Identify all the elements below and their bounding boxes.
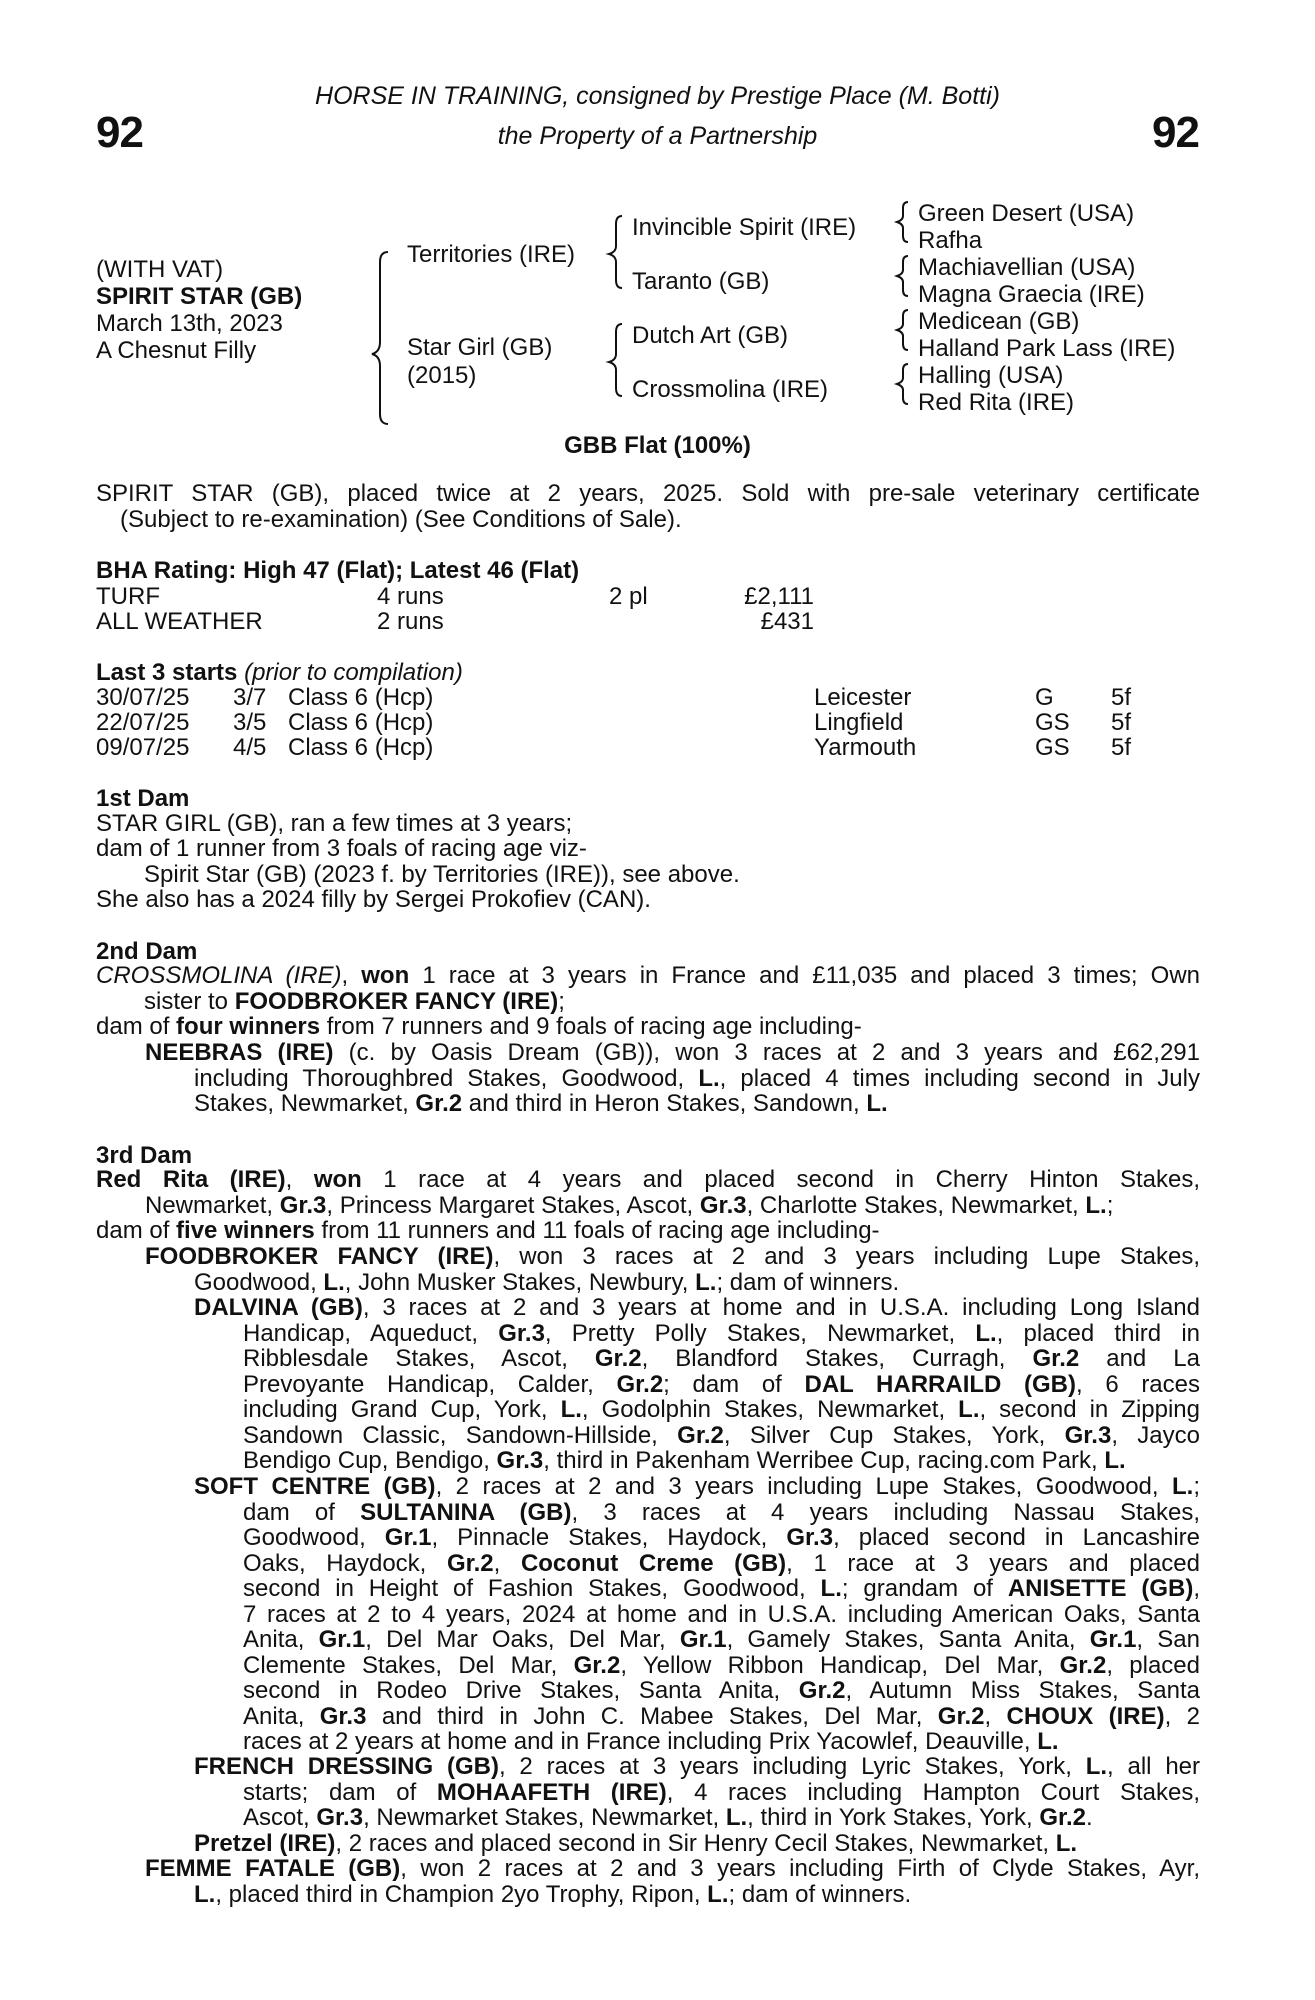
race-summary (96, 481, 1200, 532)
para-line (194, 1448, 1200, 1474)
text-run: second in Rodeo Drive Stakes, Santa Anita, (243, 1677, 799, 1704)
produce-entry (145, 1040, 1200, 1117)
para-line (194, 1525, 1200, 1551)
race-grade: L. (975, 1319, 997, 1347)
great-grandparent: Magna Graecia (IRE) (918, 281, 1145, 308)
text-run: dam of (96, 1013, 177, 1040)
text-run: Ascot, (243, 1804, 317, 1831)
text-run: from 7 runners and 9 foals of racing age including- (320, 1013, 862, 1040)
text-run: , Silver Cup Stakes, York, (723, 1421, 1065, 1449)
text-run: second in Height of Fashion Stakes, Goodwood, (243, 1575, 821, 1602)
produce-entry (194, 1474, 1200, 1755)
race-grade: Gr.2 (677, 1421, 724, 1449)
race-grade: L. (695, 1268, 717, 1296)
start-position: 4/5 (233, 734, 267, 761)
para-line (194, 1576, 1200, 1602)
second-dam-title: 2nd Dam (96, 938, 198, 965)
para-line (194, 1678, 1200, 1704)
property-header: the Property of a Partnership (497, 122, 818, 150)
lot-number-left: 92 (96, 108, 143, 157)
text-run: ; (1193, 1473, 1201, 1500)
race-grade: L. (958, 1396, 980, 1423)
brace-gg3 (897, 310, 908, 350)
text-run: 1 race at 3 years in France and £11,035 and placed 3 times; Own (409, 962, 1201, 989)
dam-year: (2015) (407, 362, 477, 389)
text-run: , third in Pakenham Werribee Cup, racing.com Park, (543, 1447, 1105, 1474)
horse-description: A Chesnut Filly (96, 337, 257, 364)
lot-number-right: 92 (1152, 108, 1199, 157)
race-grade: L. (707, 1880, 729, 1908)
produce-entry (194, 1295, 1200, 1474)
text-run: , (984, 1702, 1007, 1730)
text-run: ; (1106, 1191, 1114, 1219)
won-label: won (361, 962, 410, 989)
text-run: 7 races at 2 to 4 years, 2024 at home and in U.S.A. including American Oaks, Santa (243, 1600, 1200, 1628)
produce-entry (145, 1856, 1200, 1907)
text-run: Goodwood, (194, 1268, 324, 1296)
bha-rating-title: BHA Rating: High 47 (Flat); Latest 46 (Flat) (96, 557, 580, 584)
race-grade: L. (698, 1064, 720, 1092)
race-grade: Gr.2 (1032, 1345, 1080, 1372)
race-grade: Gr.2 (616, 1370, 664, 1398)
text-run: races at 2 years at home and in France including Prix Yacowlef, Deauville, (243, 1728, 1038, 1755)
brace-gg4 (897, 364, 908, 404)
text-run: , Godolphin Stakes, Newmarket, (581, 1396, 959, 1423)
text-run: Clemente Stakes, Del Mar, (243, 1651, 574, 1679)
text-run: , Newmarket Stakes, Newmarket, (363, 1804, 726, 1831)
text-run: ; grandam of (841, 1575, 1008, 1602)
start-course: Leicester (814, 684, 912, 711)
para-line (145, 1040, 1200, 1066)
text-run: , placed third in (996, 1319, 1200, 1347)
para-line (194, 1729, 1200, 1755)
para-line (194, 1805, 1200, 1831)
race-grade: Gr.1 (679, 1626, 727, 1653)
start-position: 3/5 (233, 709, 267, 736)
bha-runs: 2 runs (377, 608, 444, 635)
last-starts-heading (96, 659, 463, 687)
race-grade: Gr.2 (937, 1702, 985, 1730)
start-position: 3/7 (233, 684, 267, 711)
text-run: , San (1136, 1626, 1200, 1653)
start-date: 30/07/25 (96, 684, 190, 711)
text-run: Anita, (243, 1626, 319, 1653)
race-grade: L. (1085, 1753, 1108, 1780)
horse-name: FRENCH DRESSING (GB) (194, 1753, 499, 1780)
bha-placed: 2 pl (609, 583, 648, 610)
brace-main (372, 252, 388, 424)
brace-dam (609, 324, 622, 396)
bha-surface: ALL WEATHER (96, 608, 263, 635)
para-line (96, 1193, 1200, 1219)
race-grade: L. (1104, 1447, 1126, 1474)
race-grade: Gr.2 (1059, 1651, 1107, 1679)
para-line (194, 1346, 1200, 1372)
bha-earnings: £2,111 (744, 583, 814, 610)
race-grade: Gr.1 (1089, 1626, 1137, 1653)
para-line (194, 1321, 1200, 1347)
text-run: Handicap, Aqueduct, (243, 1319, 499, 1347)
great-grandparent: Medicean (GB) (918, 308, 1080, 335)
race-grade: L. (1055, 1830, 1078, 1857)
text-run: and third in John C. Mabee Stakes, Del Mar, (366, 1702, 938, 1730)
horse-dob: March 13th, 2023 (96, 310, 283, 337)
grandsire-maternal: Dutch Art (GB) (632, 322, 789, 349)
text-run: , 3 races at 4 years including Nassau Stakes, (571, 1498, 1200, 1526)
horse-name: FOODBROKER FANCY (IRE) (234, 987, 559, 1015)
para-line (194, 1653, 1200, 1679)
sire: Territories (IRE) (407, 241, 576, 268)
para-line (145, 1091, 1200, 1117)
horse-name: CROSSMOLINA (IRE) (96, 962, 342, 989)
text-run: , won 2 races at 2 and 3 years including Firth of Clyde Stakes, Ayr, (400, 1855, 1200, 1882)
text-run: , placed (1106, 1651, 1200, 1679)
start-date: 22/07/25 (96, 709, 190, 736)
horse-name: Coconut Creme (GB) (520, 1549, 787, 1577)
start-distance: 5f (1111, 709, 1132, 736)
vat-note: (WITH VAT) (96, 256, 224, 283)
para-line (145, 1066, 1200, 1092)
summary-line: (Subject to re-examination) (See Conditions of Sale). (120, 505, 682, 533)
para-line (194, 1397, 1200, 1423)
text-run: dam of (96, 1217, 177, 1244)
race-grade: Gr.3 (1064, 1421, 1112, 1449)
text-run: (c. by Oasis Dream (GB)), won 3 races at 2 and 3 years and £62,291 (333, 1039, 1200, 1066)
text-run: , Charlotte Stakes, Newmarket, (746, 1191, 1086, 1219)
para-line (96, 1218, 1200, 1244)
horse-name: SPIRIT STAR (GB) (96, 283, 303, 310)
text-run: , 2 races at 2 and 3 years including Lupe Stakes, Goodwood, (435, 1473, 1173, 1500)
produce-entry (145, 1244, 1200, 1295)
first-dam-line: She also has a 2024 filly by Sergei Prokofiev (CAN). (96, 886, 651, 913)
horse-name: DAL HARRAILD (GB) (804, 1370, 1076, 1398)
race-grade: Gr.3 (316, 1804, 364, 1831)
start-distance: 5f (1111, 684, 1132, 711)
race-grade: Gr.3 (496, 1447, 544, 1474)
para-line (145, 1270, 1200, 1296)
last-starts-subtitle: (prior to compilation) (244, 659, 463, 686)
text-run: , Gamely Stakes, Santa Anita, (726, 1626, 1090, 1653)
race-grade: L. (866, 1090, 888, 1117)
text-run: , placed 4 times including second in July (719, 1064, 1200, 1092)
text-run: , placed second in Lancashire (833, 1524, 1201, 1551)
third-dam-title: 3rd Dam (96, 1142, 193, 1169)
para-line (145, 1882, 1200, 1908)
text-run: , third in York Stakes, York, (747, 1804, 1040, 1831)
text-run: ; dam of winners. (728, 1880, 912, 1908)
race-grade: Gr.2 (446, 1549, 494, 1577)
start-class: Class 6 (Hcp) (288, 684, 434, 711)
text-run: including Thoroughbred Stakes, Goodwood, (194, 1064, 699, 1092)
won-label: won (313, 1166, 362, 1193)
bha-surface: TURF (96, 583, 160, 610)
great-grandparent: Halling (USA) (918, 362, 1064, 389)
text-run: Oaks, Haydock, (243, 1549, 447, 1577)
last-starts-title: Last 3 starts (96, 659, 238, 686)
consignment-header: HORSE IN TRAINING, consigned by Prestige Place (M. Botti) (315, 82, 1000, 110)
race-grade: Gr.1 (384, 1524, 432, 1551)
brace-gg1 (897, 202, 908, 242)
brace-gg2 (897, 256, 908, 296)
grandsire-paternal: Invincible Spirit (IRE) (632, 214, 857, 241)
brace-sire (609, 216, 622, 288)
text-run: , 3 races at 2 and 3 years at home and in U.S.A. including Long Island (362, 1294, 1200, 1321)
text-run: Stakes, Newmarket, (194, 1090, 416, 1117)
horse-name: five winners (176, 1217, 315, 1244)
first-dam-line: STAR GIRL (GB), ran a few times at 3 years; (96, 810, 573, 837)
granddam-paternal: Taranto (GB) (632, 268, 770, 295)
dam: Star Girl (GB) (407, 334, 553, 361)
text-run: , Jayco (1111, 1421, 1200, 1449)
race-grade: L. (1172, 1473, 1194, 1500)
race-grade: Gr.2 (415, 1090, 463, 1117)
first-dam-line: dam of 1 runner from 3 foals of racing age viz- (96, 835, 587, 862)
horse-name: Pretzel (IRE) (194, 1830, 336, 1857)
text-run: ; dam of (663, 1370, 805, 1398)
great-grandparent: Machiavellian (USA) (918, 254, 1136, 281)
produce-entry (194, 1754, 1200, 1831)
second-dam-entry (96, 963, 1200, 1040)
granddam-maternal: Crossmolina (IRE) (632, 376, 829, 403)
race-grade: Gr.3 (786, 1524, 834, 1551)
text-run: , placed third in Champion 2yo Trophy, Ripon, (215, 1880, 708, 1908)
race-grade: Gr.1 (318, 1626, 366, 1653)
text-run: Sandown Classic, Sandown-Hillside, (243, 1421, 678, 1449)
great-grandparent: Rafha (918, 227, 983, 254)
text-run: , 2 (1164, 1702, 1200, 1730)
text-run: including Grand Cup, York, (243, 1396, 561, 1423)
third-dam-entry (96, 1167, 1200, 1244)
para-line (194, 1551, 1200, 1577)
gbb-status: GBB Flat (100%) (564, 432, 751, 459)
text-run: and La (1079, 1345, 1201, 1372)
para-line: CROSSMOLINA (IRE), won 1 race at 3 years in France and £11,035 and placed 3 times; Own (96, 962, 1201, 989)
race-grade: L. (323, 1268, 345, 1296)
para-line (96, 1014, 1200, 1040)
text-run: , all her (1107, 1753, 1201, 1780)
race-grade: Gr.2 (594, 1345, 642, 1372)
race-grade: Gr.2 (798, 1677, 846, 1704)
text-run: , Pinnacle Stakes, Haydock, (431, 1524, 787, 1551)
text-run: Newmarket, (145, 1191, 280, 1219)
great-grandparent: Green Desert (USA) (918, 200, 1135, 227)
text-run: , Autumn Miss Stakes, Santa (845, 1677, 1201, 1704)
start-class: Class 6 (Hcp) (288, 734, 434, 761)
first-dam-produce: Spirit Star (GB) (2023 f. by Territories (IRE)), see above. (144, 861, 740, 888)
race-grade: L. (194, 1880, 216, 1908)
horse-name: NEEBRAS (IRE) (145, 1039, 334, 1066)
start-distance: 5f (1111, 734, 1132, 761)
text-run: starts; dam of (243, 1778, 437, 1806)
bha-runs: 4 runs (377, 583, 444, 610)
para-line (194, 1754, 1200, 1780)
text-run: Bendigo Cup, Bendigo, (243, 1447, 497, 1474)
race-grade: Gr.3 (699, 1191, 747, 1219)
text-run: , second in Zipping (979, 1396, 1200, 1423)
para-line (194, 1831, 1200, 1857)
race-grade: L. (560, 1396, 582, 1423)
text-run: , 4 races including Hampton Court Stakes, (666, 1778, 1200, 1806)
start-course: Yarmouth (814, 734, 917, 761)
start-going: GS (1035, 709, 1070, 736)
race-grade: Gr.3 (279, 1191, 327, 1219)
bha-earnings: £431 (760, 608, 814, 635)
text-run: , Pretty Polly Stakes, Newmarket, (544, 1319, 976, 1347)
horse-name: Red Rita (IRE) (96, 1166, 286, 1193)
text-run: , John Musker Stakes, Newbury, (344, 1268, 696, 1296)
text-run: , Blandford Stakes, Curragh, (641, 1345, 1033, 1372)
text-run: and third in Heron Stakes, Sandown, (462, 1090, 867, 1117)
para-line (194, 1500, 1200, 1526)
horse-name: SULTANINA (GB) (360, 1498, 572, 1526)
text-run: , (1193, 1575, 1201, 1602)
winners-count: four winners (176, 1013, 321, 1040)
great-grandparent: Halland Park Lass (IRE) (918, 335, 1176, 362)
para-line (145, 1856, 1200, 1882)
para-line (194, 1627, 1200, 1653)
text-run: ; dam of winners. (716, 1268, 900, 1296)
start-date: 09/07/25 (96, 734, 190, 761)
text-run: , 2 races and placed second in Sir Henry Cecil Stakes, Newmarket, (335, 1830, 1056, 1857)
text-run: . (1086, 1804, 1093, 1831)
text-run: , 6 races (1076, 1370, 1201, 1398)
para-line (194, 1372, 1200, 1398)
text-run: , Princess Margaret Stakes, Ascot, (326, 1191, 700, 1219)
text-run: from 11 runners and 11 foals of racing age including- (314, 1217, 880, 1244)
text-run: Ribblesdale Stakes, Ascot, (243, 1345, 595, 1372)
start-course: Lingfield (814, 709, 904, 736)
text-run: sister to (144, 987, 235, 1015)
para-line (96, 989, 1200, 1015)
race-grade: Gr.2 (1039, 1804, 1087, 1831)
race-grade: Gr.3 (498, 1319, 545, 1347)
text-run: Goodwood, (243, 1524, 385, 1551)
horse-name: MOHAAFETH (IRE) (436, 1778, 667, 1806)
horse-name: DALVINA (GB) (194, 1294, 363, 1321)
start-going: GS (1035, 734, 1070, 761)
para-line: Red Rita (IRE), won 1 race at 4 years and placed second in Cherry Hinton Stakes, (96, 1166, 1200, 1193)
text-run: dam of (243, 1498, 361, 1526)
horse-name: FEMME FATALE (GB) (145, 1855, 401, 1882)
summary-line: SPIRIT STAR (GB), placed twice at 2 years, 2025. Sold with pre-sale veterinary certificate (96, 480, 1200, 507)
text-run: Anita, (243, 1702, 320, 1730)
race-grade: Gr.3 (319, 1702, 367, 1730)
first-dam-title: 1st Dam (96, 785, 190, 812)
para-line (145, 1244, 1200, 1270)
text-run: , 2 races at 3 years including Lyric Stakes, York, (498, 1753, 1086, 1780)
text-run: 1 race at 4 years and placed second in Cherry Hinton Stakes, (361, 1166, 1200, 1193)
horse-name: SOFT CENTRE (GB) (194, 1473, 436, 1500)
text-run: , 1 race at 3 years and placed (786, 1549, 1200, 1577)
text-run: ; (558, 987, 565, 1015)
text-run: Prevoyante Handicap, Calder, (243, 1370, 617, 1398)
produce-entry (194, 1831, 1200, 1857)
start-going: G (1035, 684, 1054, 711)
text-run: , (493, 1549, 521, 1577)
horse-name: CHOUX (IRE) (1006, 1702, 1165, 1730)
race-grade: L. (1037, 1728, 1059, 1755)
text-run: , won 3 races at 2 and 3 years including Lupe Stakes, (493, 1243, 1200, 1270)
great-grandparent: Red Rita (IRE) (918, 389, 1075, 416)
para-line (194, 1602, 1200, 1628)
start-class: Class 6 (Hcp) (288, 709, 434, 736)
race-grade: L. (820, 1575, 842, 1602)
para-line (194, 1704, 1200, 1730)
para-line (194, 1474, 1200, 1500)
text-run: , Yellow Ribbon Handicap, Del Mar, (620, 1651, 1060, 1679)
horse-name: ANISETTE (GB) (1007, 1575, 1194, 1602)
race-grade: L. (1085, 1191, 1107, 1219)
para-line (194, 1423, 1200, 1449)
horse-name: FOODBROKER FANCY (IRE) (145, 1243, 494, 1270)
race-grade: L. (725, 1804, 748, 1831)
para-line (194, 1295, 1200, 1321)
race-grade: Gr.2 (573, 1651, 621, 1679)
text-run: , Del Mar Oaks, Del Mar, (365, 1626, 680, 1653)
para-line (194, 1780, 1200, 1806)
